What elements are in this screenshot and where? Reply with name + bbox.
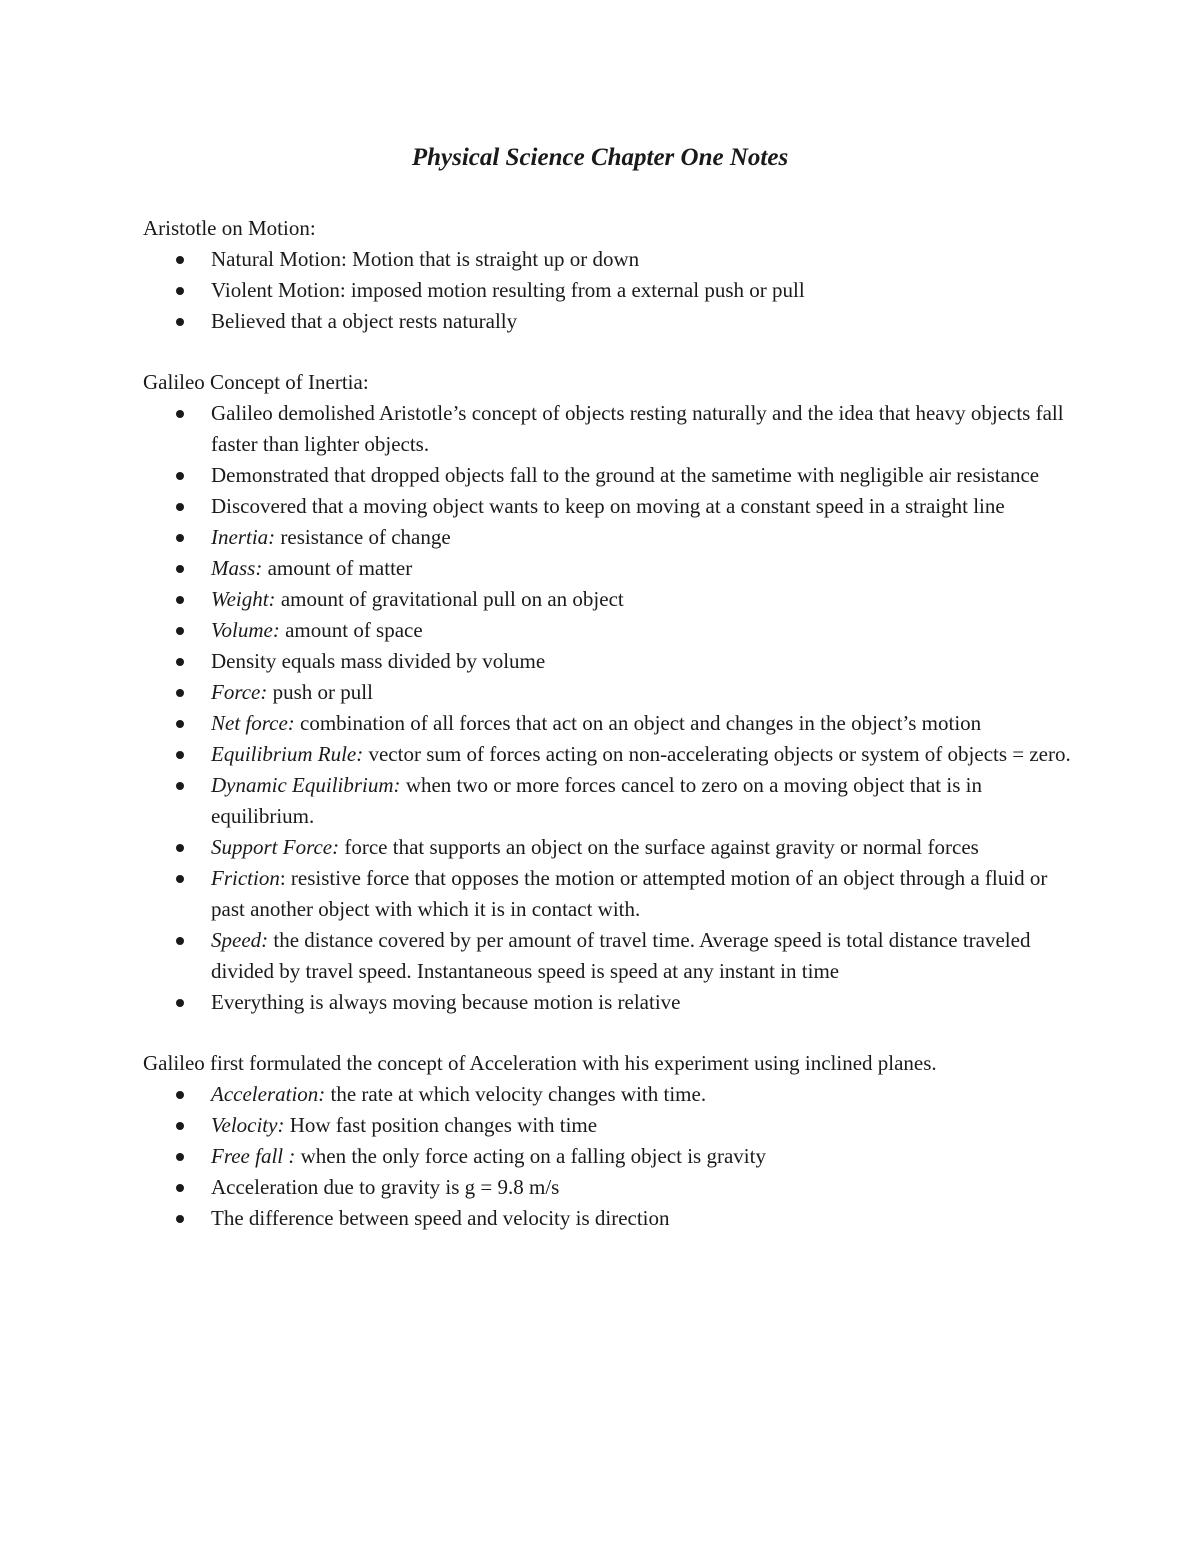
item-text: when two or more forces cancel to zero on a moving object that is in equilibrium.	[211, 773, 982, 828]
item-text: amount of gravitational pull on an object	[275, 587, 624, 611]
item-text: combination of all forces that act on an object and changes in the object’s motion	[294, 711, 982, 735]
bullet-list	[143, 244, 1073, 337]
list-item	[143, 708, 1073, 739]
item-text: resistance of change	[275, 525, 451, 549]
bullet-icon	[176, 875, 184, 883]
bullet-icon	[176, 410, 184, 418]
item-text: How fast position changes with time	[284, 1113, 598, 1137]
item-text: amount of matter	[262, 556, 413, 580]
bullet-icon	[176, 720, 184, 728]
document-body	[143, 213, 1073, 1264]
item-text: : resistive force that opposes the motion or attempted motion of an object through a fluid or past another object with which it is in contact with.	[211, 866, 1048, 921]
item-text: vector sum of forces acting on non-accelerating objects or system of objects = zero.	[363, 742, 1071, 766]
term-label: Acceleration:	[211, 1082, 326, 1106]
section-galileo-acceleration	[143, 1048, 1073, 1234]
list-item	[143, 1110, 1073, 1141]
list-item	[143, 770, 1073, 832]
bullet-icon	[176, 503, 184, 511]
item-text: Natural Motion: Motion that is straight up or down	[211, 247, 640, 271]
bullet-icon	[176, 937, 184, 945]
bullet-icon	[176, 287, 184, 295]
bullet-icon	[176, 472, 184, 480]
item-text: amount of space	[279, 618, 423, 642]
list-item	[143, 553, 1073, 584]
term-label: Speed:	[211, 928, 269, 952]
bullet-list	[143, 398, 1073, 1018]
list-item	[143, 863, 1073, 925]
term-label: Velocity:	[211, 1113, 285, 1137]
bullet-icon	[176, 1184, 184, 1192]
item-text: Demonstrated that dropped objects fall to the ground at the sametime with negligible air resistance	[211, 463, 1040, 487]
section-heading: Aristotle on Motion:	[143, 216, 316, 240]
bullet-icon	[176, 1215, 184, 1223]
item-text: force that supports an object on the surface against gravity or normal forces	[339, 835, 979, 859]
list-item	[143, 1203, 1073, 1234]
bullet-icon	[176, 689, 184, 697]
list-item	[143, 398, 1073, 460]
list-item	[143, 244, 1073, 275]
section-galileo-inertia	[143, 367, 1073, 1018]
section-aristotle-on-motion	[143, 213, 1073, 337]
section-heading: Galileo first formulated the concept of Acceleration with his experiment using inclined planes.	[143, 1051, 937, 1075]
item-text: the distance covered by per amount of travel time. Average speed is total distance traveled divided by travel speed. Instantaneous speed is speed at any instant in time	[211, 928, 1031, 983]
bullet-icon	[176, 565, 184, 573]
list-item	[143, 615, 1073, 646]
bullet-icon	[176, 256, 184, 264]
bullet-icon	[176, 658, 184, 666]
term-label: Support Force:	[211, 835, 340, 859]
item-text: Everything is always moving because motion is relative	[211, 990, 681, 1014]
item-text: Believed that a object rests naturally	[211, 309, 518, 333]
list-item	[143, 646, 1073, 677]
bullet-icon	[176, 627, 184, 635]
bullet-icon	[176, 534, 184, 542]
list-item	[143, 1141, 1073, 1172]
list-item	[143, 306, 1073, 337]
item-text: push or pull	[267, 680, 373, 704]
term-label: Weight:	[211, 587, 276, 611]
document-title: Physical Science Chapter One Notes	[411, 144, 789, 171]
bullet-icon	[176, 596, 184, 604]
list-item	[143, 987, 1073, 1018]
item-text: the rate at which velocity changes with time.	[325, 1082, 707, 1106]
list-item	[143, 925, 1073, 987]
list-item	[143, 491, 1073, 522]
item-text: Discovered that a moving object wants to keep on moving at a constant speed in a straight line	[211, 494, 1005, 518]
bullet-icon	[176, 1153, 184, 1161]
bullet-icon	[176, 999, 184, 1007]
term-label: Force:	[211, 680, 268, 704]
section-heading: Galileo Concept of Inertia:	[143, 370, 369, 394]
term-label: Dynamic Equilibrium:	[211, 773, 401, 797]
term-label: Free fall :	[211, 1144, 296, 1168]
bullet-icon	[176, 318, 184, 326]
bullet-icon	[176, 751, 184, 759]
item-text: The difference between speed and velocity is direction	[211, 1206, 670, 1230]
item-text: Acceleration due to gravity is g = 9.8 m/s	[211, 1175, 560, 1199]
item-text: Density equals mass divided by volume	[211, 649, 546, 673]
bullet-list	[143, 1079, 1073, 1234]
list-item	[143, 677, 1073, 708]
list-item	[143, 584, 1073, 615]
item-text: Galileo demolished Aristotle’s concept of objects resting naturally and the idea that heavy objects fall faster than lighter objects.	[211, 401, 1064, 456]
item-text: Violent Motion: imposed motion resulting from a external push or pull	[211, 278, 805, 302]
bullet-icon	[176, 782, 184, 790]
list-item	[143, 275, 1073, 306]
item-text: when the only force acting on a falling object is gravity	[295, 1144, 766, 1168]
bullet-icon	[176, 1122, 184, 1130]
list-item	[143, 832, 1073, 863]
list-item	[143, 1172, 1073, 1203]
list-item	[143, 1079, 1073, 1110]
term-label: Net force:	[211, 711, 295, 735]
term-label: Inertia:	[211, 525, 276, 549]
bullet-icon	[176, 844, 184, 852]
list-item	[143, 460, 1073, 491]
term-label: Volume:	[211, 618, 280, 642]
term-label: Friction	[211, 866, 280, 890]
term-label: Mass:	[211, 556, 263, 580]
list-item	[143, 739, 1073, 770]
list-item	[143, 522, 1073, 553]
bullet-icon	[176, 1091, 184, 1099]
term-label: Equilibrium Rule:	[211, 742, 364, 766]
